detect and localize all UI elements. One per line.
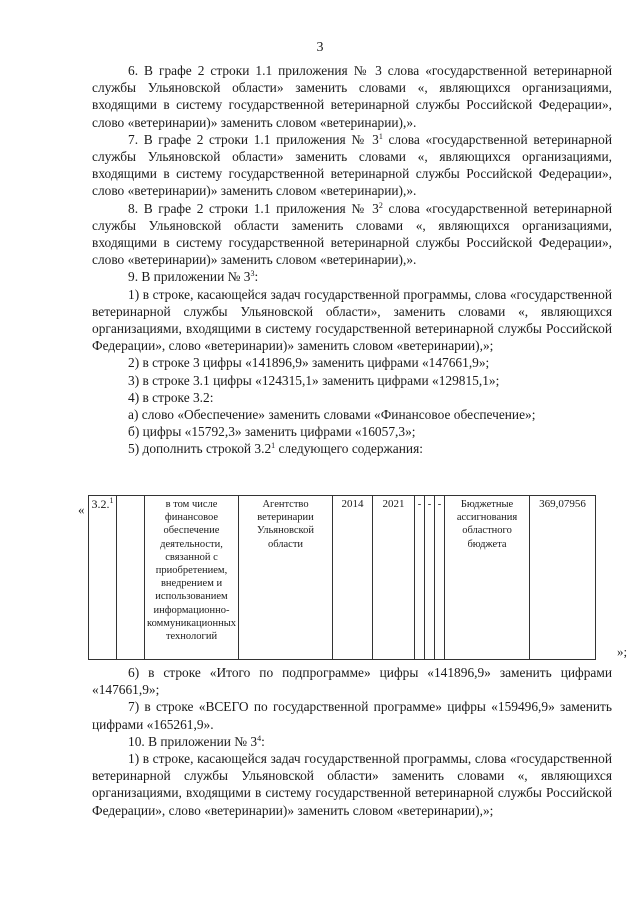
paragraph-9: 9. В приложении № $3^3$: [128, 269, 259, 285]
paragraph-9-item-5: 5) дополнить строкой $3.2^1$ следующего содержания: [128, 441, 423, 457]
paragraph-9-item-1: 1) в строке, касающейся задач государственной программы, слова «государственной ветеринарной службы Ульяновской области», заменить словами «, являющихся организациями, входящими в систему государственной ветеринарной службы Российской Федерации», слово «ветеринарии)» заменить словом «ветеринарии),»; [92, 286, 612, 354]
dash-cell: - [425, 496, 435, 660]
paragraph-6: 6. В графе 2 строки 1.1 приложения № 3 слова «государственной ветеринарной службы Ульяновской области» заменить словами «, являющихся организациями, входящими в систему государственной ветеринарной службы Российской Федерации», слово «ветеринарии)» заменить словом «ветеринарии),». [92, 63, 612, 130]
inserted-row-table [88, 495, 596, 660]
amendment-text-bottom [92, 664, 612, 819]
table-open-quote: « [78, 502, 85, 517]
page-number: 3 [316, 40, 324, 55]
dash-cell: - [435, 496, 445, 660]
paragraph-9-item-4: 4) в строке 3.2: [128, 389, 214, 405]
executor-cell: Агентство ветеринарии Ульяновской области [239, 496, 333, 660]
paragraph-7: 7. В графе 2 строки 1.1 приложения № $3^1$ слова «государственной ветеринарной службы Ульяновской области» заменить словами «, являющихся организациями, входящими в систему государственной ветеринарной службы Российской Федерации», слово «ветеринарии)» заменить словом «ветеринарии),». [92, 131, 613, 199]
paragraph-10: 10. В приложении № $3^4$: [128, 733, 265, 749]
year-end-cell: 2021 [373, 496, 415, 660]
funding-source-cell: Бюджетные ассигнования областного бюджета [445, 496, 530, 660]
paragraph-9-item-4b: б) цифры «15792,3» заменить цифрами «16057,3»; [128, 424, 416, 440]
amount-cell: 369,07956 [530, 496, 596, 660]
dash-cell: - [415, 496, 425, 660]
year-start-cell: 2014 [333, 496, 373, 660]
paragraph-9-item-7: 7) в строке «ВСЕГО по государственной программе» цифры «159496,9» заменить цифрами «165261,9». [92, 699, 612, 732]
paragraph-9-item-6: 6) в строке «Итого по подпрограмме» цифры «141896,9» заменить цифрами «147661,9»; [92, 665, 612, 698]
amendment-text-top [92, 62, 612, 458]
paragraph-9-item-4a: а) слово «Обеспечение» заменить словами «Финансовое обеспечение»; [128, 407, 536, 423]
empty-cell [117, 496, 145, 660]
table-close-quote: »; [617, 644, 628, 659]
paragraph-9-item-3: 3) в строке 3.1 цифры «124315,1» заменить цифрами «129815,1»; [128, 372, 500, 388]
table-row [89, 496, 596, 660]
paragraph-8: 8. В графе 2 строки 1.1 приложения № $3^2$ слова «государственной ветеринарной службы Ульяновской области заменить словами «, являющихся организациями, входящими в систему государственной ветеринарной службы Российской Федерации», слово «ветеринарии)» заменить словом «ветеринарии),». [92, 200, 613, 268]
paragraph-9-item-2: 2) в строке 3 цифры «141896,9» заменить цифрами «147661,9»; [128, 355, 490, 371]
row-name-cell: в том числе финансовое обеспечение деятельности, связанной с приобретением, внедрением и использованием информационно-коммуникационных технологий [145, 496, 239, 660]
paragraph-10-item-1: 1) в строке, касающейся задач государственной программы, слова «государственной ветеринарной службы Ульяновской области» заменить словами «, являющихся организациями, входящими в систему государственной ветеринарной службы Российской Федерации», слово «ветеринарии)» заменить словом «ветеринарии),»; [92, 751, 612, 818]
row-number-cell: 3.2.$^1$ [89, 496, 117, 660]
